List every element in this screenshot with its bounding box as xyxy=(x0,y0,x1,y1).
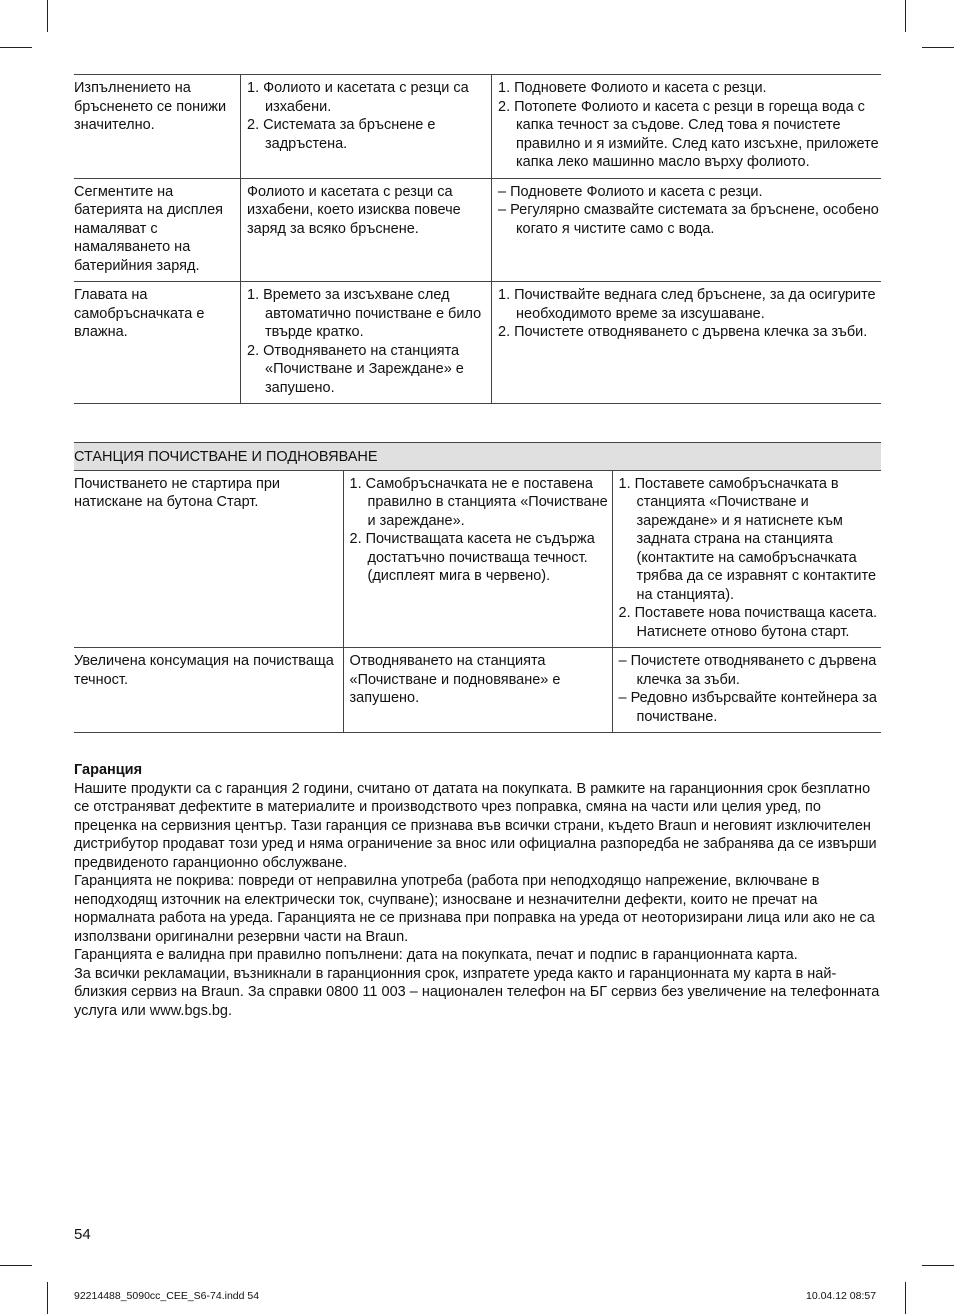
list-item: 1. Почиствайте веднага след бръснене, за да осигурите необходимото време за изсушаване. xyxy=(498,287,876,322)
troubleshooting-table xyxy=(74,74,881,404)
list-item: – Редовно избърсвайте контейнера за почистване. xyxy=(618,690,877,725)
page-number: 54 xyxy=(74,1226,91,1243)
table-heading-row xyxy=(74,443,881,471)
problem-cell: Изпълнението на бръсненето се понижи значително. xyxy=(74,75,241,179)
list-item: 1. Самобръсначката не е поставена правилно в станцията «Почистване и зареждане». xyxy=(349,475,608,529)
table-row xyxy=(74,282,881,404)
crop-mark xyxy=(47,0,48,32)
crop-mark xyxy=(47,1282,48,1314)
table-row xyxy=(74,178,881,282)
footer-file-info: 92214488_5090cc_CEE_S6-74.indd 54 xyxy=(74,1290,260,1302)
problem-cell: Главата на самобръсначката е влажна. xyxy=(74,282,241,404)
remedy-cell xyxy=(492,282,882,404)
warranty-paragraph: Гаранцията е валидна при правилно попълнени: дата на покупката, печат и подпис в гаранционната карта. xyxy=(74,947,798,963)
problem-cell: Почистването не стартира при натискане на бутона Старт. xyxy=(74,470,343,648)
cause-cell: Отводняването на станцията «Почистване и подновяване» е запушено. xyxy=(343,648,612,733)
cause-cell xyxy=(343,470,612,648)
list-item: – Регулярно смазвайте системата за бръснене, особено когато я чистите само с вода. xyxy=(498,202,879,237)
footer-date: 10.04.12 08:57 xyxy=(806,1290,877,1302)
section-heading: СТАНЦИЯ ПОЧИСТВАНЕ И ПОДНОВЯВАНЕ xyxy=(74,443,881,471)
list-item: 1. Подновете Фолиото и касета с резци. xyxy=(498,80,767,96)
table-row xyxy=(74,648,881,733)
list-item: 2. Почистващата касета не съдържа достатъчно почистваща течност. (дисплеят мига в червено). xyxy=(349,531,595,584)
remedy-cell xyxy=(612,648,881,733)
table-row xyxy=(74,470,881,648)
crop-mark xyxy=(905,1282,906,1314)
crop-mark xyxy=(922,1265,954,1266)
remedy-cell xyxy=(492,75,882,179)
warranty-paragraph: За всички рекламации, възникнали в гаранционния срок, изпратете уреда както и гаранционната му карта в най-близкия сервиз на Braun. За справки 0800 11 003 – национален телефон на БГ сервиз без увеличение на телефонната услуга или www.bgs.bg. xyxy=(74,965,880,1019)
crop-mark xyxy=(0,1265,32,1266)
remedy-cell xyxy=(612,470,881,648)
warranty-paragraph: Нашите продукти са с гаранция 2 години, считано от датата на покупката. В рамките на гаранционния срок безплатно се отстраняват дефектите в материалите и производството чрез поправка, смяна на части или целия уред, по преценка на сервизния център. Тази гаранция се признава във всички страни, където Braun и неговият изключителен дистрибутор продават този уред и няма ограничение за внос или официална разпоредба не забранява да се извърши предвиденото гаранционно обслужване. xyxy=(74,780,877,871)
warranty-section xyxy=(74,761,882,1020)
warranty-title: Гаранция xyxy=(74,762,143,778)
crop-mark xyxy=(0,47,32,48)
cause-cell xyxy=(241,282,492,404)
warranty-paragraph: Гаранцията не покрива: повреди от неправилна употреба (работа при неподходящо напрежение, включване в неподходящ източник на електрически ток, счупване); износване и незначителни дефекти, които не пречат на нормалната работа на уреда. Гаранцията не се признава при поправка на уреда от неоторизирани лица или ако не са използвани оригинални резервни части на Braun. xyxy=(74,873,875,945)
cleaning-station-table xyxy=(74,442,881,733)
list-item: 2. Поставете нова почистваща касета. Натиснете отново бутона старт. xyxy=(618,605,878,640)
list-item: 1. Фолиото и касетата с резци са изхабени. xyxy=(247,80,469,115)
crop-mark xyxy=(905,0,906,32)
cause-cell: Фолиото и касетата с резци са изхабени, което изисква повече заряд за всяко бръснене. xyxy=(241,178,492,282)
list-item: 2. Системата за бръснене е задръстена. xyxy=(247,117,436,152)
list-item: 2. Отводняването на станцията «Почистване и Зареждане» е запушено. xyxy=(247,342,464,396)
list-item: – Подновете Фолиото и касета с резци. xyxy=(498,183,763,200)
problem-cell: Увеличена консумация на почистваща течност. xyxy=(74,648,343,733)
crop-mark xyxy=(922,47,954,48)
list-item: 1. Времето за изсъхване след автоматично почистване е било твърде кратко. xyxy=(247,287,482,340)
cause-cell xyxy=(241,75,492,179)
table-row xyxy=(74,75,881,179)
list-item: 2. Почистете отводняването с дървена клечка за зъби. xyxy=(498,324,868,340)
list-item: 1. Поставете самобръсначката в станцията «Почистване и зареждане» и я натиснете към задната страна на станцията (контактите на самобръсначката трябва да се изравнят с контактите на станцията). xyxy=(618,475,877,603)
remedy-cell xyxy=(492,178,882,282)
list-item: 2. Потопете Фолиото и касета с резци в гореща вода с капка течност за съдове. След това я почистете правилно и я измийте. След като изсъхне, приложете капка леко машинно масло върху фолиото. xyxy=(498,98,879,170)
list-item: – Почистете отводняването с дървена клечка за зъби. xyxy=(618,653,877,688)
problem-cell: Сегментите на батерията на дисплея намаляват с намаляването на батерийния заряд. xyxy=(74,178,241,282)
